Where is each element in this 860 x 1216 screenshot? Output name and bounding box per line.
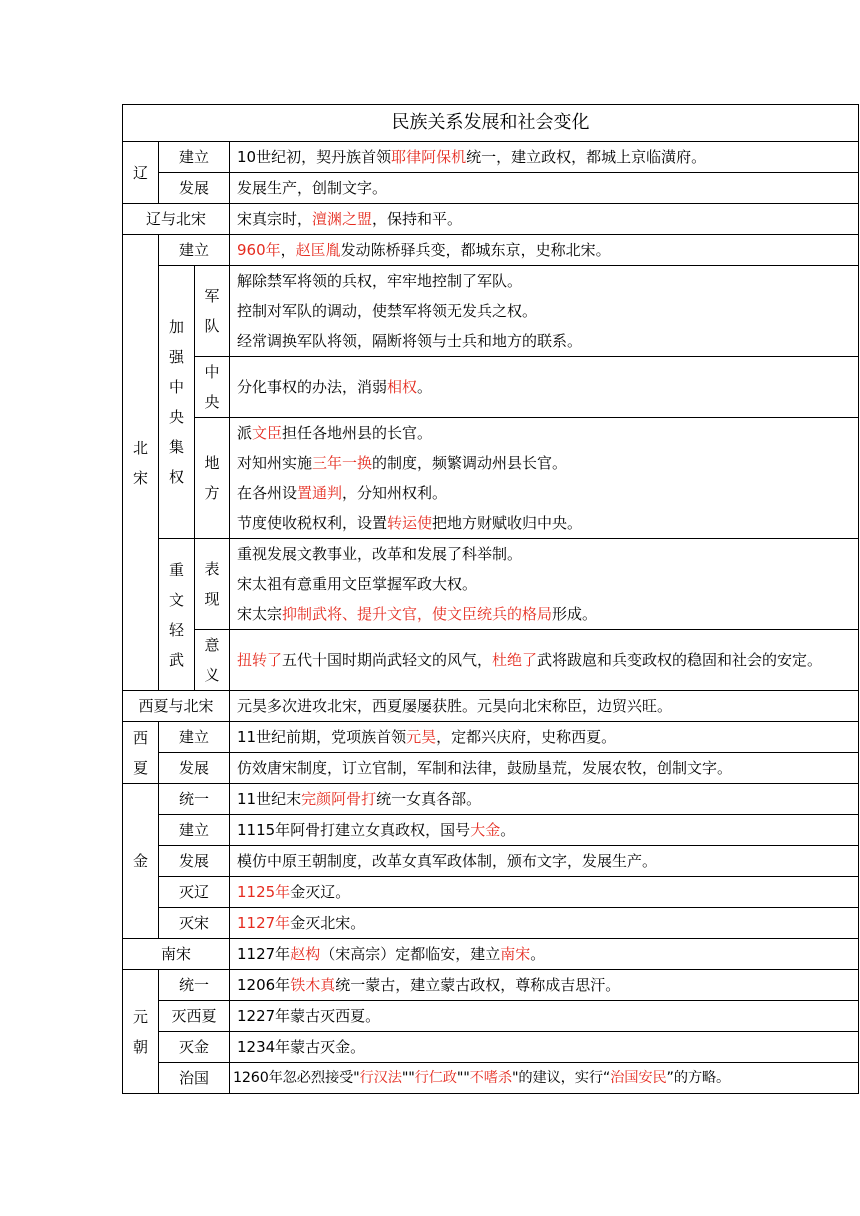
beisong-label: 北 宋 [123, 235, 159, 691]
yiyi-label: 意 义 [195, 630, 230, 691]
jundui-text: 解除禁军将领的兵权，牢牢地控制了军队。 控制对军队的调动，使禁军将领无发兵之权。 经常调换军队将领，隔断将领与士兵和地方的联系。 [230, 266, 859, 357]
liao-fazhan-text: 发展生产，创制文字。 [230, 173, 859, 204]
liao-jianli-text: 10世纪初，契丹族首领耶律阿保机统一，建立政权，都城上京临潢府。 [230, 142, 859, 173]
jin-fazhan-text: 模仿中原王朝制度，改革女真军政体制，颁布文字，发展生产。 [230, 846, 859, 877]
jin-mieliao-label: 灭辽 [159, 877, 230, 908]
jin-miesong-text: 1127年金灭北宋。 [230, 908, 859, 939]
yuan-tongyi-text: 1206年铁木真统一蒙古，建立蒙古政权，尊称成吉思汗。 [230, 970, 859, 1001]
difang-text: 派文臣担任各地州县的长官。 对知州实施三年一换的制度，频繁调动州县长官。 在各州设置通判，分知州权利。 节度使收税权利，设置转运使把地方财赋收归中央。 [230, 418, 859, 539]
yuan-miexixia-label: 灭西夏 [159, 1001, 230, 1032]
history-table [122, 104, 859, 1094]
yuan-tongyi-label: 统一 [159, 970, 230, 1001]
liao-fazhan-label: 发展 [159, 173, 230, 204]
jiaqiang-label: 加 强 中 央 集 权 [159, 266, 195, 539]
difang-label: 地 方 [195, 418, 230, 539]
zhongyang-label: 中 央 [195, 357, 230, 418]
nansong-label: 南宋 [123, 939, 230, 970]
xixia-fazhan-text: 仿效唐宋制度，订立官制，军制和法律，鼓励垦荒，发展农牧，创制文字。 [230, 753, 859, 784]
liao-jianli-label: 建立 [159, 142, 230, 173]
yuan-zhiguo-label: 治国 [159, 1063, 230, 1094]
jin-jianli-label: 建立 [159, 815, 230, 846]
jin-tongyi-label: 统一 [159, 784, 230, 815]
beisong-jianli-label: 建立 [159, 235, 230, 266]
jin-jianli-text: 1115年阿骨打建立女真政权，国号大金。 [230, 815, 859, 846]
jin-miesong-label: 灭宋 [159, 908, 230, 939]
biaoxian-label: 表 现 [195, 539, 230, 630]
beisong-jianli-text: 960年，赵匡胤发动陈桥驿兵变，都城东京，史称北宋。 [230, 235, 859, 266]
yuan-label: 元 朝 [123, 970, 159, 1094]
yiyi-text: 扭转了五代十国时期尚武轻文的风气，杜绝了武将跋扈和兵变政权的稳固和社会的安定。 [230, 630, 859, 691]
jin-tongyi-text: 11世纪末完颜阿骨打统一女真各部。 [230, 784, 859, 815]
zhongwen-label: 重 文 轻 武 [159, 539, 195, 691]
xixia-jianli-text: 11世纪前期，党项族首领元昊，定都兴庆府，史称西夏。 [230, 722, 859, 753]
jundui-label: 军 队 [195, 266, 230, 357]
yuan-miexixia-text: 1227年蒙古灭西夏。 [230, 1001, 859, 1032]
liao-song-text: 宋真宗时，澶渊之盟，保持和平。 [230, 204, 859, 235]
liao-label: 辽 [123, 142, 159, 204]
yuan-miejin-text: 1234年蒙古灭金。 [230, 1032, 859, 1063]
zhongyang-text: 分化事权的办法，消弱相权。 [230, 357, 859, 418]
xixia-song-text: 元昊多次进攻北宋，西夏屡屡获胜。元昊向北宋称臣，边贸兴旺。 [230, 691, 859, 722]
jin-fazhan-label: 发展 [159, 846, 230, 877]
yuan-miejin-label: 灭金 [159, 1032, 230, 1063]
biaoxian-text: 重视发展文教事业，改革和发展了科举制。 宋太祖有意重用文臣掌握军政大权。 宋太宗抑制武将、提升文官，使文臣统兵的格局形成。 [230, 539, 859, 630]
jin-mieliao-text: 1125年金灭辽。 [230, 877, 859, 908]
liao-song-label: 辽与北宋 [123, 204, 230, 235]
xixia-label: 西 夏 [123, 722, 159, 784]
table-title: 民族关系发展和社会变化 [123, 105, 859, 142]
nansong-text: 1127年赵构（宋高宗）定都临安，建立南宋。 [230, 939, 859, 970]
xixia-fazhan-label: 发展 [159, 753, 230, 784]
yuan-zhiguo-text: 1260年忽必烈接受"行汉法""行仁政""不嗜杀"的建议，实行“治国安民”的方略。 [230, 1063, 859, 1094]
jin-label: 金 [123, 784, 159, 939]
xixia-jianli-label: 建立 [159, 722, 230, 753]
xixia-song-label: 西夏与北宋 [123, 691, 230, 722]
